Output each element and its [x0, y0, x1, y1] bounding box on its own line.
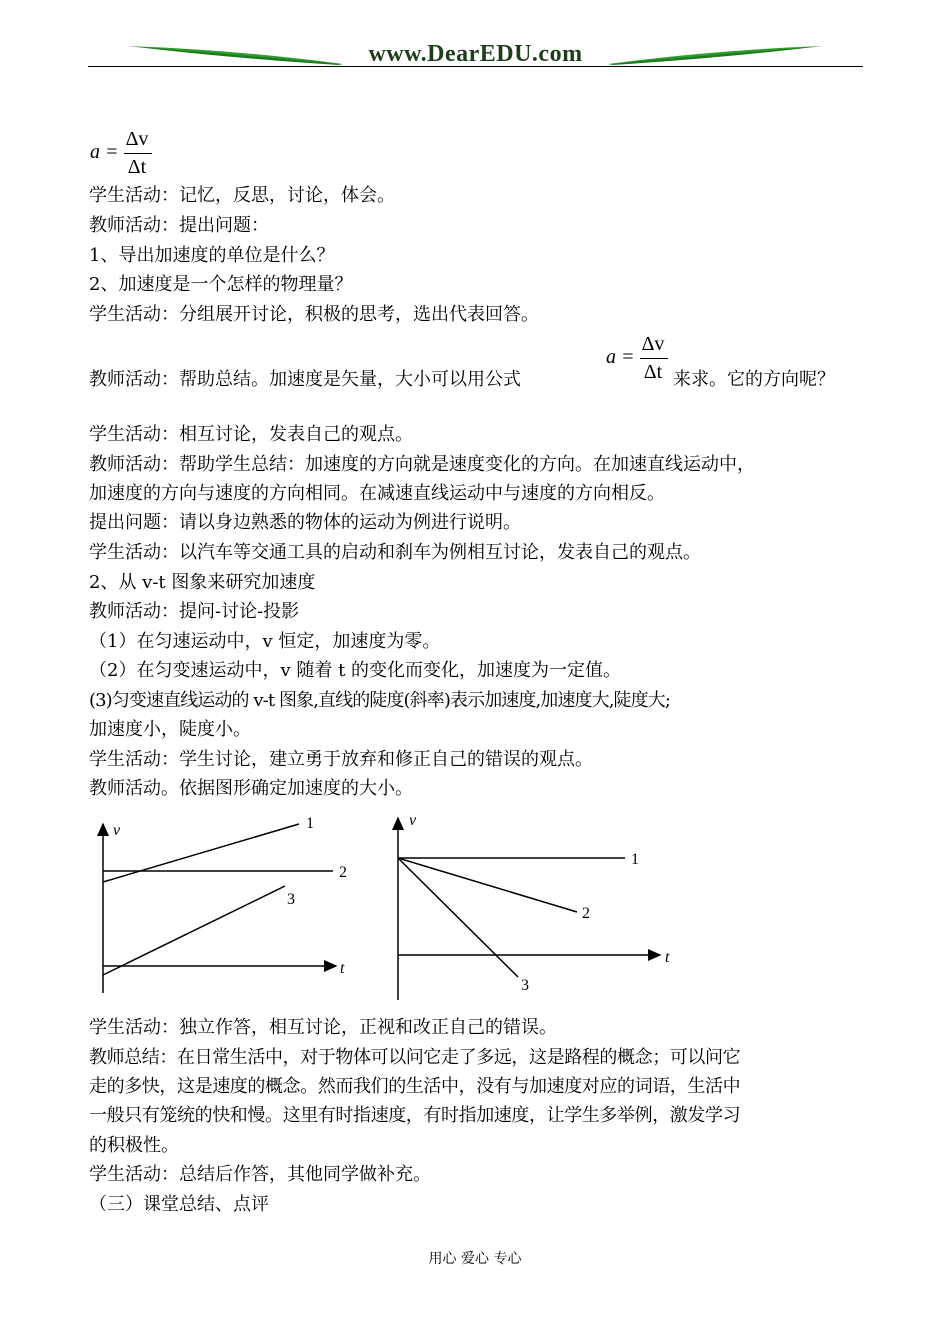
text-line: 加速度小，陡度小。 — [89, 719, 251, 740]
text-line: 1、导出加速度的单位是什么？ — [89, 245, 335, 266]
left-label-2: 2 — [339, 864, 347, 881]
formula-denominator: Δt — [127, 156, 147, 178]
text-line: 加速度的方向与速度的方向相同。在减速直线运动中与速度的方向相反。 — [89, 483, 665, 504]
formula-numerator: Δv — [125, 128, 149, 150]
fraction-bar — [124, 153, 152, 154]
left-label-3: 3 — [287, 891, 295, 908]
formula-denominator: Δt — [643, 361, 663, 383]
right-label-1: 1 — [631, 851, 639, 868]
text-line: 学生活动：独立作答，相互讨论，正视和改正自己的错误。 — [89, 1017, 557, 1038]
right-vt-graph — [398, 812, 670, 1000]
left-v-label: v — [113, 822, 121, 839]
header-rule — [88, 66, 863, 67]
text-line: 学生活动：记忆，反思，讨论，体会。 — [89, 185, 395, 206]
text-line: 教师活动：帮助学生总结：加速度的方向就是速度变化的方向。在加速直线运动中， — [89, 454, 755, 475]
text-line: 教师活动：提问-讨论-投影 — [89, 601, 300, 622]
text-line: 学生活动：学生讨论，建立勇于放弃和修正自己的错误的观点。 — [89, 749, 593, 770]
formula-numerator: Δv — [641, 333, 665, 355]
text-line: 一般只有笼统的快和慢。这里有时指速度，有时指加速度，让学生多举例，激发学习 — [89, 1105, 741, 1126]
right-label-2: 2 — [582, 905, 590, 922]
right-t-label: t — [665, 949, 670, 966]
text-line: 教师总结：在日常生活中，对于物体可以问它走了多远，这是路程的概念；可以问它 — [89, 1047, 741, 1068]
text-line: 提出问题：请以身边熟悉的物体的运动为例进行说明。 — [89, 512, 521, 533]
text-line: （1）在匀速运动中，v 恒定，加速度为零。 — [89, 631, 441, 652]
text-line: 2、加速度是一个怎样的物理量？ — [89, 274, 353, 295]
text-line: 教师活动：提出问题： — [89, 215, 269, 236]
site-logo-text: www.DearEDU.com — [368, 41, 583, 67]
text-line: 走的多快，这是速度的概念。然而我们的生活中，没有与加速度对应的词语，生活中 — [89, 1076, 741, 1097]
text-line: (3)匀变速直线运动的 v-t 图象,直线的陡度(斜率)表示加速度,加速度大,陡度大; — [89, 690, 670, 711]
text-line: （三）课堂总结、点评 — [89, 1194, 269, 1215]
left-line-1 — [103, 824, 299, 882]
page-footer: 用心 爱心 专心 — [428, 1251, 522, 1267]
text-line: 2、从 v-t 图象来研究加速度 — [89, 572, 316, 593]
right-label-3: 3 — [521, 977, 529, 994]
text-line: 学生活动：相互讨论，发表自己的观点。 — [89, 424, 413, 445]
text-line: 教师活动。依据图形确定加速度的大小。 — [89, 778, 413, 799]
left-line-3 — [103, 886, 285, 975]
text-line: 学生活动：以汽车等交通工具的启动和刹车为例相互讨论，发表自己的观点。 — [89, 542, 701, 563]
text-line: （2）在匀变速运动中，v 随着 t 的变化而变化，加速度为一定值。 — [89, 660, 622, 681]
text-line: 学生活动：总结后作答，其他同学做补充。 — [89, 1164, 431, 1185]
formula-lhs: a = — [90, 141, 119, 163]
text-line: 的积极性。 — [89, 1135, 179, 1156]
formula-line-text-after: 来求。它的方向呢？ — [673, 369, 835, 390]
left-label-1: 1 — [306, 815, 314, 832]
formula-line-text: 教师活动：帮助总结。加速度是矢量，大小可以用公式 — [89, 369, 521, 390]
formula-lhs: a = — [606, 346, 635, 368]
fraction-bar — [640, 358, 668, 359]
right-v-label: v — [409, 812, 417, 829]
acceleration-formula — [90, 128, 160, 180]
text-line: 学生活动：分组展开讨论，积极的思考，选出代表回答。 — [89, 304, 539, 325]
inline-acceleration-formula — [606, 333, 676, 385]
left-vt-graph — [103, 815, 347, 993]
vt-graphs — [0, 810, 950, 1010]
left-t-label: t — [340, 960, 345, 977]
